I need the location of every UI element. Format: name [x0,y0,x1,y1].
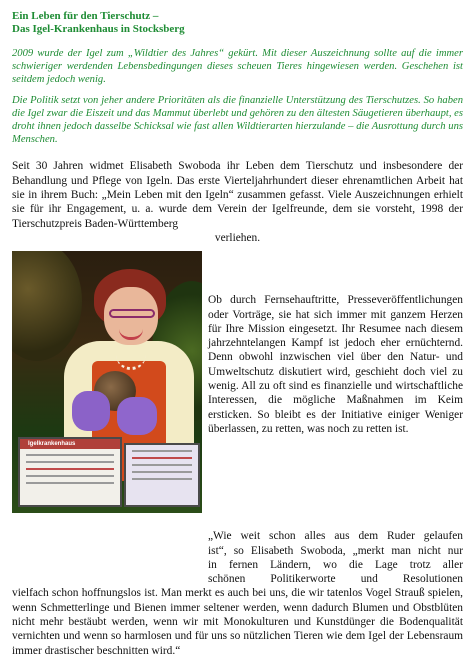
title-line-2: Das Igel-Krankenhaus in Stocksberg [12,23,185,35]
article-title [12,10,463,36]
photo-glasses [109,309,155,318]
sign-line [26,468,114,470]
intro-paragraph-2: Die Politik setzt von jeher andere Prioritäten als die finanzielle Unterstützung des Tierschutzes. So haben die Igel zwar die Eiszeit und das Mammut überlebt und gehören zu den ältesten Säugetieren überhaupt, es droht ihnen jedoch dasselbe Schicksal wie fast allen Wildtierarten hierzulande – die Ausrottung durch uns Menschen. [12,94,463,146]
sign-line [26,454,114,456]
glove-icon [117,397,157,435]
quote-rest: vielfach schon hoffnungslos ist. Man merkt es auch bei uns, die wir tatenlos Vogel Strauß spielen, wenn Schmetterlinge und Bienen immer seltener werden, wenn dadurch Blumen und Obstblüten nicht mehr bestäubt werden, wenn wir mit Monokulturen und Kunstdünger die Bodenqualität vernichten und wenn so harmlosen und für uns so nützlichen Tieren wie dem Igel der Lebensraum immer drastischer beschnitten wird.“ [12,587,463,657]
sign-line [132,478,192,480]
body-paragraph-2: Ob durch Fernsehauftritte, Presseveröffentlichungen oder Vorträge, sie hat sich immer mit ganzem Herzen für Ihre Mission eingesetzt. Ihr Resumee nach diesem jahrzehntelangen Kampf ist jedoch eher ernüchternd. Denn obwohl inzwischen viel über den Natur- und Umweltschutz diskutiert wird, geschieht doch viel zu wenig. All zu oft sind es finanzielle und wirtschaftliche Interessen, die mögliche Maßnahmen im Keim ersticken. So bleibt es der Initiative einiger Weniger überlassen, zu retten, was noch zu retten ist. [208,294,463,435]
sign-line [132,471,192,473]
quote-line-3: in fernen Ländern, wo die Lage trotz aller [208,558,463,571]
quote-line-4: schönen Politikerworte und Resolutionen [208,573,463,586]
quote-paragraph [12,529,463,658]
photo-foliage [12,251,82,361]
title-line-1: Ein Leben für den Tierschutz – [12,10,159,22]
sign-line [26,475,114,477]
body-paragraph-1-tail: verliehen. [214,231,261,244]
portrait-photo [12,251,202,513]
quote-line-1: „Wie weit schon alles aus dem Ruder gelaufen [208,530,463,543]
sign-line [132,457,192,459]
photo-sign [124,443,200,507]
photo-and-text-row [12,251,463,513]
sign-line [132,464,192,466]
photo-sign [18,437,122,507]
glove-icon [72,391,110,431]
article [12,10,463,658]
intro-paragraph-1: 2009 wurde der Igel zum „Wildtier des Jahres“ gekürt. Mit dieser Auszeichnung sollte auf die immer schwieriger werdenden Lebensbedingungen dieses scheuen Tieres hingewiesen werden. Geschehen ist seitdem jedoch wenig. [12,48,463,86]
sign-line [132,450,192,452]
sign-line [26,461,114,463]
sign-label: Igelkrankenhaus [28,441,76,448]
quote-line-2: ist“, so Elisabeth Swoboda, „merkt man nicht nur [208,544,463,557]
body-paragraph-1: Seit 30 Jahren widmet Elisabeth Swoboda ihr Leben dem Tierschutz und insbesondere der Behandlung und Pflege von Igeln. Das erste Vierteljahrhundert dieser ehrenamtlichen Arbeit hat sie in ihrem Buch: „Mein Leben mit den Igeln“ zusammen gefasst. Viele Auszeichnungen erhielt sie für ihr Engagement, u. a. wurde dem Verein der Igelfreunde, dem sie vorsteht, 1998 der Tierschutzpreis Baden-Württemberg [12,160,463,230]
sign-line [26,482,114,484]
